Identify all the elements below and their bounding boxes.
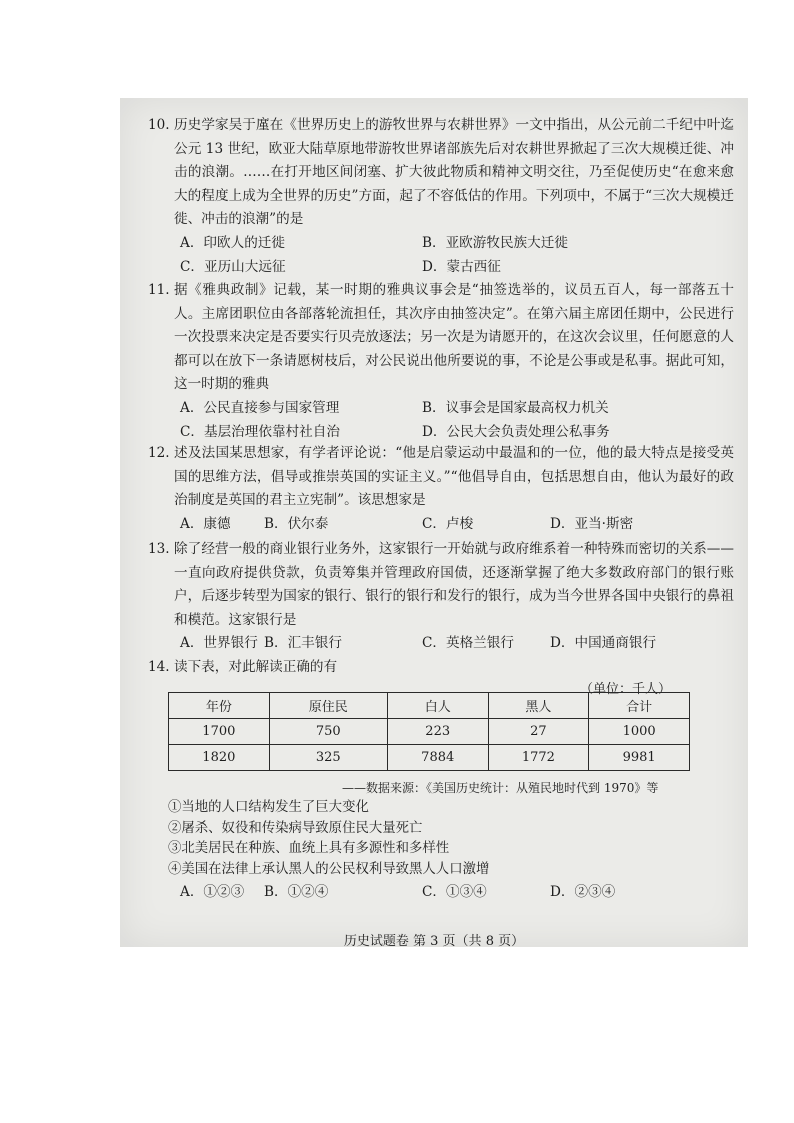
table-header: 年份 xyxy=(169,693,270,719)
question-number: 13. xyxy=(148,541,170,557)
option-b: B．亚欧游牧民族大迁徙 xyxy=(422,234,568,251)
statement-item: ③北美居民在种族、血统上具有多源性和多样性 xyxy=(168,841,450,856)
question-number: 11. xyxy=(148,282,170,298)
table-source: ——数据来源：《美国历史统计：从殖民地时代到 1970》等 xyxy=(342,781,659,795)
table-header: 黑人 xyxy=(488,693,589,719)
option-d: D．公民大会负责处理公私事务 xyxy=(422,423,610,440)
population-table xyxy=(168,692,690,771)
table-unit: （单位：千人） xyxy=(580,682,672,697)
table-header: 白人 xyxy=(387,693,488,719)
table-cell: 325 xyxy=(269,745,387,771)
table-header-row xyxy=(169,693,690,719)
option-d: D．②③④ xyxy=(550,884,616,900)
table-row xyxy=(169,745,690,771)
question-stem: 历史学家吴于廑在《世界历史上的游牧世界与农耕世界》一文中指出，从公元前二千纪中叶迄公元 13 世纪，欧亚大陆草原地带游牧世界诸部族先后对农耕世界掀起了三次大规模迁徙、冲击的浪潮。……在打开地区间闭塞、扩大彼此物质和精神文明交往，乃至促使历史“在愈来愈大的程度上成为全世界的历史”方面，起了不容低估的作用。下列项中，不属于“三次大规模迁徙、冲击的浪潮”的是 xyxy=(174,117,734,228)
page-footer: 历史试题卷 第 3 页（共 8 页） xyxy=(343,934,525,949)
question-stem: 据《雅典政制》记载，某一时期的雅典议事会是“抽签选举的，议员五百人，每一部落五十人。主席团职位由各部落轮流担任，其次序由抽签决定”。在第六届主席团任期中，公民进行一次投票来决定是否要实行贝壳放逐法；另一次是为请愿开的，在这次会议里，任何愿意的人都可以在放下一条请愿树枝后，对公民说出他所要说的事，不论是公事或是私事。据此可知，这一时期的雅典 xyxy=(174,282,734,393)
question-number: 12. xyxy=(148,445,170,461)
table-cell: 223 xyxy=(387,719,488,745)
options xyxy=(174,881,734,905)
question-14-options xyxy=(148,881,734,905)
question-11 xyxy=(148,279,734,444)
option-b: B．汇丰银行 xyxy=(264,635,342,652)
question-stem: 除了经营一般的商业银行业务外，这家银行一开始就与政府维系着一种特殊而密切的关系——一直向政府提供贷款，负责筹集并管理政府国债，还逐渐掌握了绝大多数政府部门的银行账户，后逐步转型为国家的银行、银行的银行和发行的银行，成为当今世界各国中央银行的鼻祖和模范。这家银行是 xyxy=(174,541,734,628)
option-d: D．蒙古西征 xyxy=(422,258,501,275)
question-stem: 读下表，对此解读正确的有 xyxy=(174,659,338,675)
question-10 xyxy=(148,114,734,279)
options xyxy=(174,397,734,444)
table-cell: 1700 xyxy=(169,719,270,745)
option-b: B．①②④ xyxy=(264,884,329,900)
table-cell: 7884 xyxy=(387,745,488,771)
option-a: A．印欧人的迁徙 xyxy=(180,234,285,251)
option-a: A．康德 xyxy=(180,515,231,532)
question-stem: 述及法国某思想家，有学者评论说：“他是启蒙运动中最温和的一位，他的最大特点是接受英国的思维方法，倡导或推崇英国的实证主义。”“他倡导自由，包括思想自由，他认为最好的政治制度是英国的君主立宪制”。该思想家是 xyxy=(174,445,734,509)
question-number: 10. xyxy=(148,117,170,133)
exam-page xyxy=(120,98,748,947)
option-c: C．①③④ xyxy=(422,884,487,900)
statement-item: ④美国在法律上承认黑人的公民权利导致黑人人口激增 xyxy=(168,861,490,877)
option-a: A．公民直接参与国家管理 xyxy=(180,399,340,416)
option-c: C．亚历山大远征 xyxy=(180,258,286,275)
option-d: D．中国通商银行 xyxy=(550,635,657,652)
options xyxy=(174,632,734,656)
table-header: 原住民 xyxy=(269,693,387,719)
table-cell: 1820 xyxy=(169,745,270,771)
options xyxy=(174,232,734,279)
options xyxy=(174,513,734,537)
table-row xyxy=(169,719,690,745)
table-cell: 1000 xyxy=(589,719,690,745)
question-13 xyxy=(148,538,734,656)
table-cell: 1772 xyxy=(488,745,589,771)
question-number: 14. xyxy=(148,659,170,675)
statement-item: ②屠杀、奴役和传染病导致原住民大量死亡 xyxy=(168,820,423,836)
table-cell: 9981 xyxy=(589,745,690,771)
option-b: B．议事会是国家最高权力机关 xyxy=(422,399,609,416)
table-header: 合计 xyxy=(589,693,690,719)
option-d: D．亚当·斯密 xyxy=(550,515,634,532)
table-cell: 750 xyxy=(269,719,387,745)
option-c: C．英格兰银行 xyxy=(422,635,514,652)
option-a: A．①②③ xyxy=(180,884,245,900)
question-14 xyxy=(148,656,734,680)
table-cell: 27 xyxy=(488,719,589,745)
option-a: A．世界银行 xyxy=(180,635,258,652)
statement-item: ①当地的人口结构发生了巨大变化 xyxy=(168,800,369,815)
statement-list xyxy=(168,798,489,880)
question-12 xyxy=(148,442,734,536)
option-c: C．卢梭 xyxy=(422,515,474,532)
option-b: B．伏尔泰 xyxy=(264,515,329,532)
option-c: C．基层治理依靠村社自治 xyxy=(180,423,340,440)
